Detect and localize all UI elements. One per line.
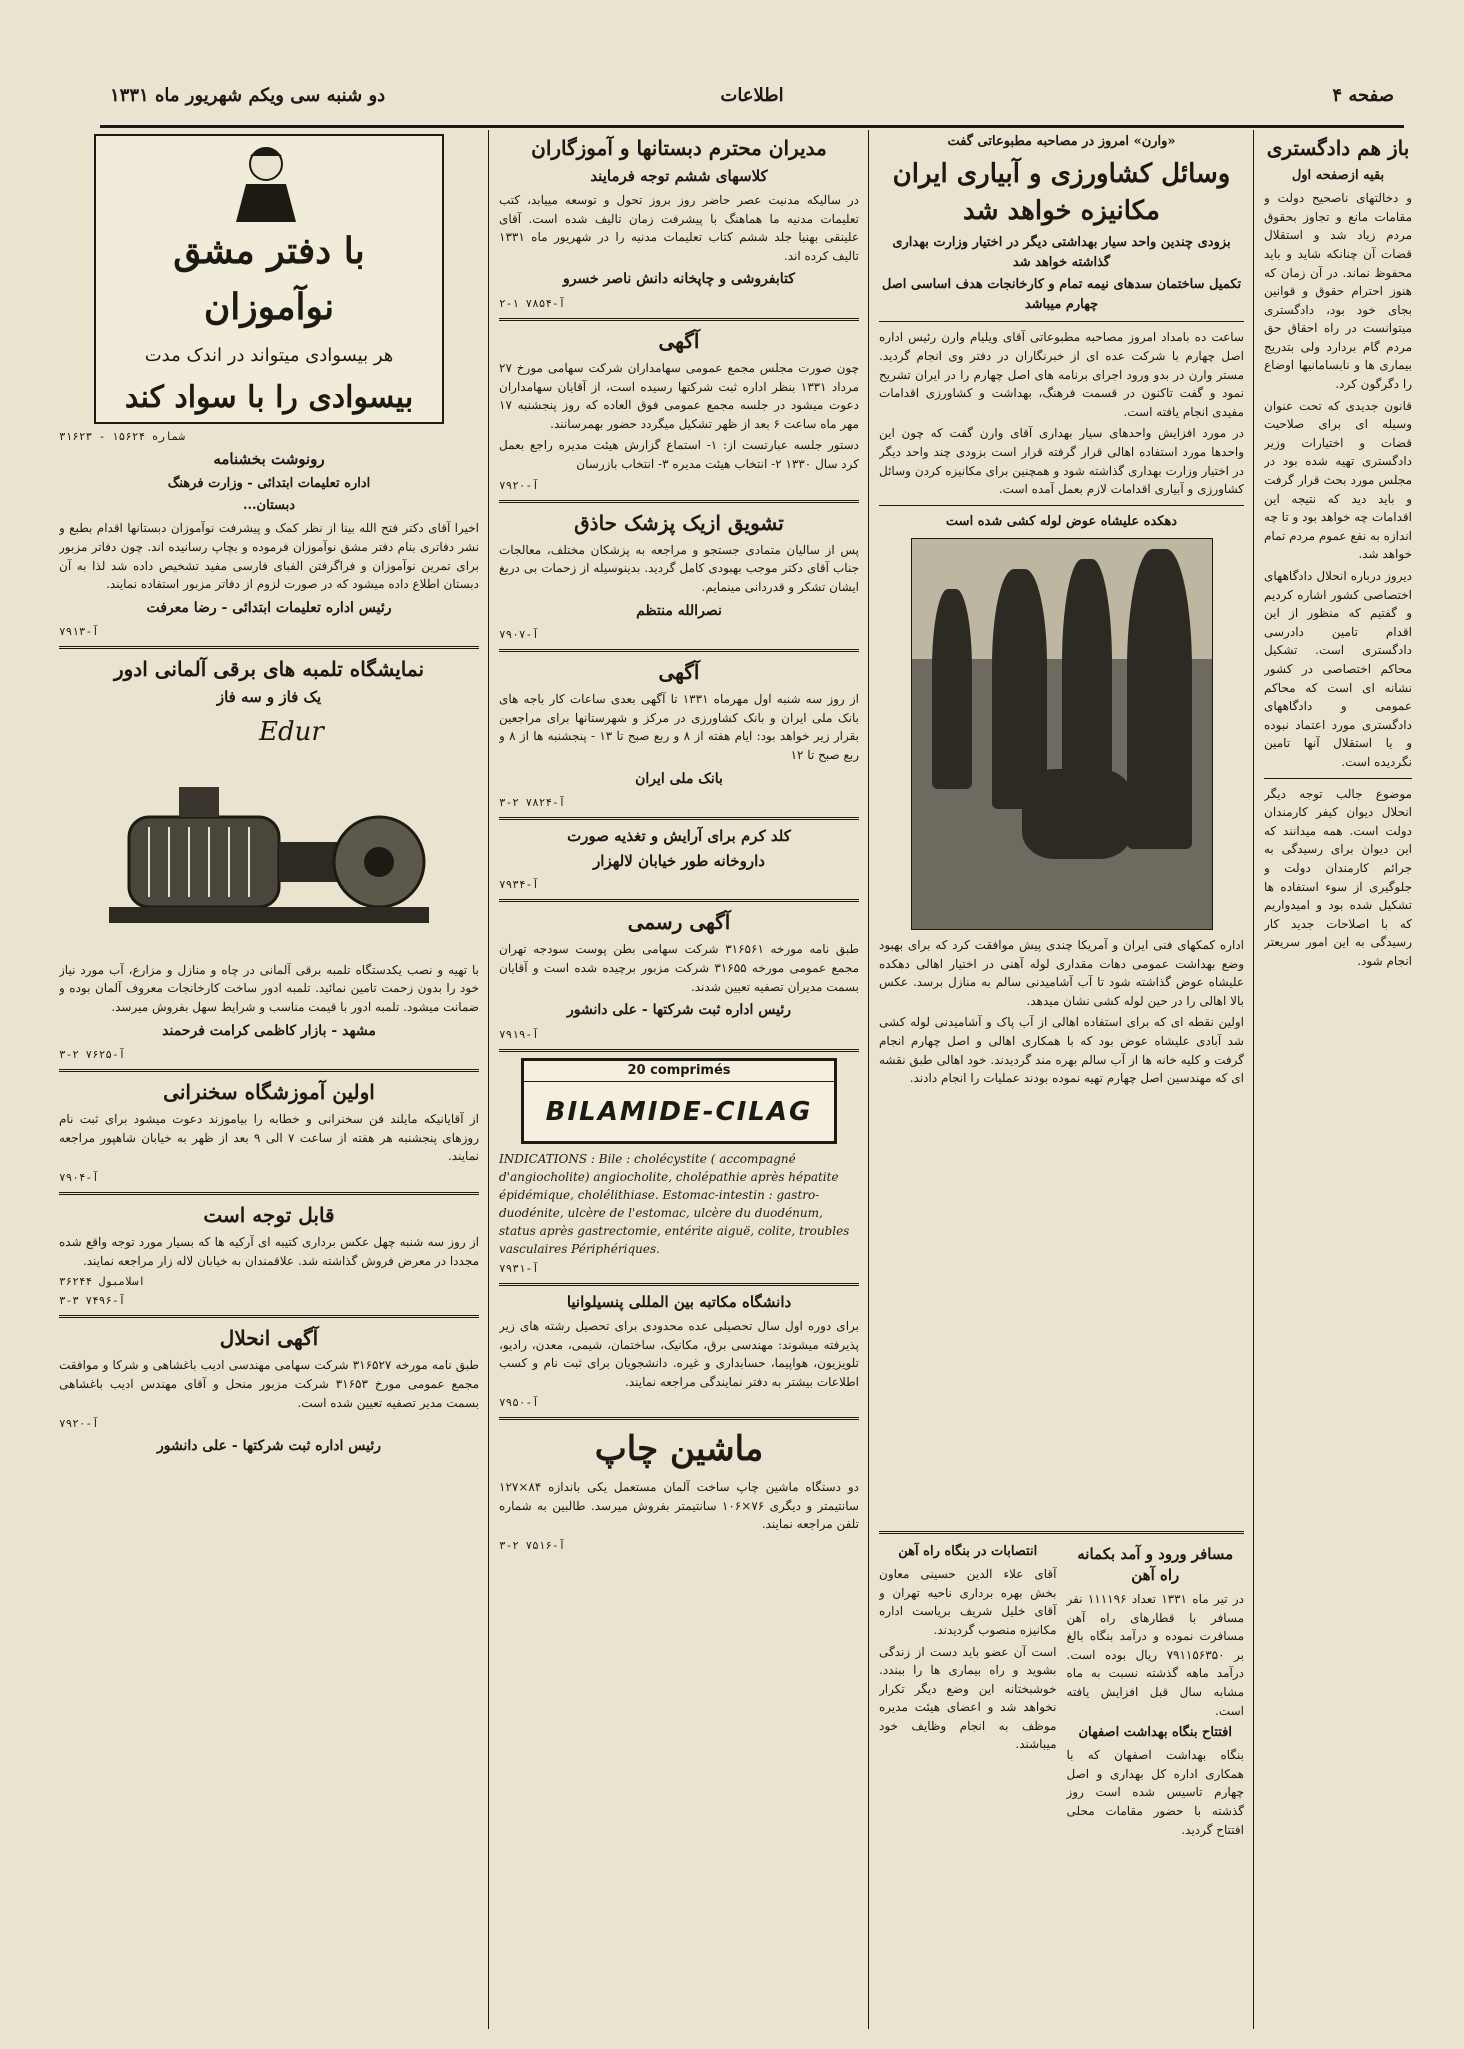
pump-ad-title: نمایشگاه تلمبه های برقی آلمانی ادور xyxy=(113,657,425,682)
girl-illustration xyxy=(206,142,326,222)
cream-ad-title: کلد کرم برای آرایش و تغذیه صورت xyxy=(567,827,791,846)
official-ad-title: آگهی رسمی xyxy=(627,910,731,935)
short-news-left xyxy=(879,1540,1057,1842)
ad-code: آ-۷۸۲۴ ۲-۳ xyxy=(499,796,566,810)
doctor-thanks-body: پس از سالیان متمادی جستجو و مراجعه به پزشکان مختلف، معالجات جناب آقای دکتر موجب بهبودی کامل گردید. بدینوسیله از زحمات بی دریغ ایشان تشکر و قدردانی مینمایم. xyxy=(499,542,859,594)
teachers-ad-sig: کتابفروشی و چاپخانه دانش ناصر خسرو xyxy=(563,271,795,288)
news-para-2: در مورد افزایش واحدهای سیار بهداری آقای وارن گفت که چون این واحدها مورد استفاده اهالی قرار گرفته قرار است بزودی چند واحد دیگر در اختیار وزارت بهداری گذاشته شود و همچنین برای مکانیزه کردن وسائل کشاورزی و آبیاری اقدامات لازم بعمل آمده است. xyxy=(879,426,1244,497)
ad-code: آ-۷۹۰۴ xyxy=(59,1171,99,1185)
court-article-para-4: موضوع جالب توجه دیگر انحلال دیوان کیفر کارمندان دولت است. همه میدانند که این دیوان برای رسیدگی به جرائم کارمندان دولت و جلوگیری از سوء استفاده ها تشکیل شده بود و امیدواریم که با اصلاحات جدید کار رسیدگی به این امور سریعتر انجام شود. xyxy=(1264,786,1412,968)
electric-pump-icon xyxy=(89,757,449,937)
short-news-right xyxy=(1067,1540,1245,1842)
circular-number: شماره ۱۵۶۲۴ - ۳۱۶۲۳ xyxy=(59,430,185,443)
news-para-3: اداره کمکهای فنی ایران و آمریکا چندی پیش موافقت کرد که برای بهبود وضع بهداشت عمومی دهات مقداری لوله آهنی در اختیار اهالی دهکده علیشاه عوض گذاشته شود تا آب آشامیدنی سالم به منازل برسد. عکس بالا اهالی را در حین لوله کشی نشان میدهد. xyxy=(879,937,1244,1008)
newspaper-name: اطلاعات xyxy=(720,85,784,106)
court-article-para-3: دیروز درباره انحلال دادگاههای اختصاصی کشور اشاره کردیم و گفتیم که منظور از این اقدام تامین دادرسی دادگستری است. تشکیل محاکم اختصاصی در کشور نشانه ای است که محاکم عمومی و دادگاههای دادگستری مورد اعتماد نبوده و یا استقلال آنها تامین نگردیده است. xyxy=(1264,569,1412,769)
ad-code: آ-۷۹۰۷ xyxy=(499,628,539,642)
photo-caption: دهکده علیشاه عوض لوله کشی شده است xyxy=(945,513,1178,529)
medicine-brand: BILAMIDE-CILAG xyxy=(545,1097,813,1128)
circular-recipient: دبستان... xyxy=(242,498,295,514)
pump-ad-sig: مشهد - بازار کاظمی کرامت فرحمند xyxy=(162,1022,376,1039)
news-subheadline-1: بزودی چندین واحد سیار بهداشتی دیگر در اختیار وزارت بهداری گذاشته خواهد شد xyxy=(892,234,1231,271)
court-article-title: باز هم دادگستری xyxy=(1266,136,1410,160)
appointments-title: انتصابات در بنگاه راه آهن xyxy=(898,1544,1038,1559)
news-para-4: اولین نقطه ای که برای استفاده اهالی از آب پاک و آشامیدنی لوله کشی شد آبادی علیشاه عوض بود که با همکاری اهالی و اصل چهارم انجام گرفت و کلیه خانه ها از آب سالم بهره مند گردیدند. خود اهالی طبق نقشه ای که مهندسین اصل چهارم تهیه نموده بودند عملیات را انجام دادند. xyxy=(879,1015,1244,1086)
circular-title: رونوشت بخشنامه xyxy=(213,450,325,469)
medicine-box-ad xyxy=(521,1058,837,1144)
circular-body: اخیرا آقای دکتر فتح الله بینا از نظر کمک و پیشرفت نوآموزان دبستانها اقدام بطبع و نشر دفاتری بنام دفتر مشق نوآموزان فرموده و بچاپ رسانیده اند. چون دفاتر مزبور برای تمرین نوآموزان و فراگرفتن الفبای فارسی مفید تشخیص داده شد لذا به آن دبستان اطلاع داده میشود که در صورت لزوم از دفاتر مزبور استفاده نمایند. xyxy=(59,521,479,592)
appointments-body: آقای علاء الدین حسینی معاون بخش بهره برداری ناحیه تهران و آقای خلیل شریف بریاست اداره مکانیزه منصوب گردیدند. xyxy=(879,1567,1057,1637)
official-ad-body: طبق نامه مورخه ۳۱۶۵۶۱ شرکت سهامی بطن پوست سودجه تهران مجمع عمومی مورخه ۳۱۶۵۵ شرکت مزبور برچیده شده است و آقایان بسمت مدیران تصفیه تعیین شدند. xyxy=(499,942,859,994)
pump-illustration xyxy=(89,757,449,957)
ad-code: آ-۷۹۱۹ xyxy=(499,1027,539,1041)
column-short-news xyxy=(879,1525,1244,2029)
ad-code: آ-۷۹۳۴ xyxy=(499,878,539,892)
railway-news-title: مسافر ورود و آمد بکمانه راه آهن xyxy=(1077,1545,1234,1584)
circular-sig: رئیس اداره تعلیمات ابتدائی - رضا معرفت xyxy=(146,599,392,616)
ad-code: آ-۷۹۲۰ xyxy=(59,1417,99,1431)
ad-code: آ-۷۵۱۶ ۲-۳ xyxy=(499,1538,566,1552)
doctor-thanks-sig: نصرالله منتظم xyxy=(636,602,722,619)
dissolution-sig: رئیس اداره ثبت شرکتها - علی دانشور xyxy=(157,1438,381,1455)
teachers-ad-body: در سالیکه مدنیت عصر حاضر روز بروز تحول و توسعه مییابد، کتب تعلیمات مدنیه ما هماهنگ با پیشرفت زمان تالیف شده است. آقای علینقی بهنیا جلد ششم کتاب تعلیمات مدنیه را در شهریور ماه ۱۳۳۱ تالیف کرده اند. xyxy=(499,193,859,263)
pump-ad-body: با تهیه و نصب یکدستگاه تلمبه برقی آلمانی در چاه و منازل و مزارع، آب مورد نیاز خود را بدون زحمت تامین نمائید. تلمبه ادور ساخت کارخانجات معروف آلمان بوده و ضمانت میشود. تلمبه ادور با قیمت مناسب و شرایط سهل بفروش میرسد. xyxy=(59,962,479,1014)
village-pipe-photo xyxy=(911,538,1213,930)
printing-press-body: دو دستگاه ماشین چاپ ساخت آلمان مستعمل یکی باندازه ۸۴×۱۲۷ سانتیمتر و دیگری ۷۶×۱۰۶ سانتیمتر بفروش میرسد. طالبین به شماره تلفن مراجعه نمایند. xyxy=(499,1479,859,1532)
misc-news-body: است آن عضو باید دست از زندگی بشوید و راه بیماری ها را ببندد. خوشبختانه این وضع دیگر تکرار نخواهد شد و اعضای هیئت مدیره موظف به انجام وظایف خود میباشند. xyxy=(879,1644,1057,1752)
speech-school-body: از آقایانیکه مایلند فن سخنرانی و خطابه را بیاموزند دعوت میشود برای ثبت نام روزهای پنجشنبه هر هفته از ساعت ۷ الی ۹ بعد از ظهر به خیابان شاهپور مراجعه نمایند. xyxy=(59,1112,479,1164)
news-headline: وسائل کشاورزی و آبیاری ایران مکانیزه خواهد شد xyxy=(892,159,1231,226)
circular-sub: اداره تعلیمات ابتدائی - وزارت فرهنگ xyxy=(167,476,371,492)
news-subheadline-2: تکمیل ساختمان سدهای نیمه تمام و کارخانجات هدف اساسی اصل چهارم میباشد xyxy=(881,277,1242,313)
column-mid-ads-content xyxy=(499,130,859,2029)
column-rule xyxy=(868,130,869,2029)
isfahan-news-title: افتتاح بنگاه بهداشت اصفهان xyxy=(1078,1725,1233,1741)
railway-news-body: در تیر ماه ۱۳۳۱ تعداد ۱۱۱۱۹۶ نفر مسافر با قطارهای راه آهن مسافرت نموده و درآمد بنگاه بالغ بر ۷۹۱۱۵۶۳۵۰ ریال بوده است. درآمد ماهه گذشته نسبت به ماه مشابه سال قبل افزایش یافته است. xyxy=(1066,1592,1244,1718)
news-para-1: ساعت ده بامداد امروز مصاحبه مطبوعاتی آقای ویلیام وارن رئیس اداره اصل چهارم با شرکت عده ای از خبرنگاران در دفتر وی انجام گردید. مستر وارن در بدو ورود اجرای برنامه های اصل چهارم را در ایران تشریح نمود و گفت تاکنون در قسمت فرهنگ، بهداشت و کشاورزی اقدامات مفیدی انجام یافته است. xyxy=(879,330,1244,419)
ad-code: آ-۷۶۲۵ ۲-۳ xyxy=(59,1048,126,1062)
news-kicker: «وارن» امروز در مصاحبه مطبوعاتی گفت xyxy=(947,134,1176,149)
medicine-box-header: 20 comprimés xyxy=(524,1061,834,1082)
official-ad-sig: رئیس اداره ثبت شرکتها - علی دانشور xyxy=(567,1002,791,1019)
ad-code: آ-۷۹۳۱ xyxy=(499,1261,539,1275)
meeting-ad-title: آگهی xyxy=(658,329,700,354)
bank-ad-sig: بانک ملی ایران xyxy=(635,770,723,787)
court-article-para-2: قانون جدیدی که تحت عنوان وسیله ای برای صلاحیت قضات و اختیارات وزیر دادگستری تهیه شده بود در مجلس مورد بحث قرار گرفت و باید دید که نتیجه این اقدامات چه خواهد بود و تا چه اندازه به نفع عموم مردم تمام خواهد شد. xyxy=(1264,398,1412,562)
cream-ad-sub: داروخانه طور خیابان لالهزار xyxy=(593,852,765,871)
university-ad-title: دانشگاه مکاتبه بین المللی پنسیلوانیا xyxy=(566,1292,792,1311)
bank-ad-title: آگهی xyxy=(658,660,700,685)
teachers-ad-title: مدیران محترم دبستانها و آموزگاران xyxy=(531,136,827,160)
copybook-ad xyxy=(94,134,444,424)
university-ad-body: برای دوره اول سال تحصیلی عده محدودی برای تحصیل رشته های زیر پذیرفته میشوند: مهندسی برق، مکانیک، ساختمان، شیمی، معدن، رادیو، تلویزیون، هواپیما، حسابداری و غیره. دانشجویان برای ثبت نام و کسب اطلاعات بیشتر به دفتر نمایندگی مراجعه نمایند. xyxy=(499,1318,859,1389)
meeting-ad-agenda: دستور جلسه عبارتست از: ۱- استماع گزارش هیئت مدیره راجع بعمل کرد سال ۱۳۳۰ ۲- انتخاب هیئت مدیره ۳- انتخاب بازرسان xyxy=(499,438,859,472)
ad-code: آ-۷۹۱۳ xyxy=(59,625,99,639)
column-court-article xyxy=(1264,130,1412,2029)
column-rule xyxy=(1253,130,1254,2029)
speech-school-title: اولین آموزشگاه سخنرانی xyxy=(163,1080,375,1105)
masthead xyxy=(100,75,1404,128)
ad-code: آ-۷۸۵۴ ۱-۲ xyxy=(499,297,566,311)
issue-date: دو شنبه سی ویکم شهریور ماه ۱۳۳۱ xyxy=(110,85,386,106)
ad-code: آ-۷۹۵۰ xyxy=(499,1396,539,1410)
isfahan-news-body: بنگاه بهداشت اصفهان که با همکاری اداره کل بهداری و اصل چهارم تاسیس شده است روز گذشته با حضور مقامات محلی افتتاح گردید. xyxy=(1066,1748,1244,1837)
ad-code: آ-۷۹۲۰ xyxy=(499,478,539,492)
medicine-indications: INDICATIONS : Bile : cholécystite ( accompagné d'angiocholite) angiocholite, cholépathie après hépatite épidémique, cholélithiase. Estomac-intestin : gastro-duodénite, ulcère de l'estomac, ulcère du duodénum, status après gastrectomie, entérite aiguë, colite, troubles vasculaires Périphériques. xyxy=(499,1151,850,1256)
column-left-ads xyxy=(59,130,479,2029)
notice-body: از روز سه شنبه چهل عکس برداری کتیبه ای آرکیه ها که بسیار مورد توجه واقع شده مجددا در معرض فروش گذاشته شد. علاقمندان به خیابان لاله زار مراجعه نمایند. xyxy=(59,1235,479,1268)
page-number: صفحه ۴ xyxy=(1332,85,1394,106)
teachers-ad-sub: کلاسهای ششم توجه فرمایند xyxy=(590,167,768,185)
doctor-thanks-title: تشویق ازیک پزشک حاذق xyxy=(574,510,784,535)
notice-title: قابل توجه است xyxy=(203,1203,335,1228)
divider xyxy=(879,321,1244,322)
bank-ad-body: از روز سه شنبه اول مهرماه ۱۳۳۱ تا آگهی بعدی ساعات کار باجه های بانک ملی ایران و بانک کشاورزی در مرکز و شهرستانها برای مراجعین بقرار زیر خواهد بود: ایام هفته از ۸ و ربع صبح تا ۱۳ - پنجشنبه ها از ۸ و ربع صبح تا ۱۲ xyxy=(499,692,859,763)
copybook-ad-line2: هر بیسوادی میتواند در اندک مدت xyxy=(144,344,394,366)
copybook-ad-headline: با دفتر مشق نوآموزان xyxy=(173,230,365,328)
column-rule xyxy=(488,130,489,2029)
notice-phone: اسلامبول ۳۶۲۴۴ xyxy=(59,1275,146,1289)
divider xyxy=(879,505,1244,506)
printing-press-title: ماشین چاپ xyxy=(594,1429,764,1470)
copybook-ad-line3: بیسوادی را با سواد کند xyxy=(124,380,414,416)
divider xyxy=(1264,778,1412,779)
pump-ad-sub: یک فاز و سه فاز xyxy=(216,688,322,707)
court-article-para-1: و دخالتهای ناصحیح دولت و مقامات مانع و تجاوز بحقوق مردم زیاد شد و استقلال قضات آن چنانکه شاید و باید محفوظ نماند. در آن زمان که هنوز احترام حقوق و قوانین بجای خود بود، دادگستری میتوانست در راه احقاق حق مردم گام بردارد ولی بتدریج بیماری ها و نابسامانیها اوضاع را دگرگون کرد. xyxy=(1264,191,1412,392)
ad-code: آ-۷۴۹۶ ۳-۳ xyxy=(59,1294,126,1308)
court-article-continued: بقیه ازصفحه اول xyxy=(1291,168,1385,183)
dissolution-title: آگهی انحلال xyxy=(219,1326,319,1351)
meeting-ad-body: چون صورت مجلس مجمع عمومی سهامداران شرکت سهامی مورخ ۲۷ مرداد ۱۳۳۱ بنظر اداره ثبت شرکتها رسیده است، از آقایان سهامداران دعوت میشود در جلسه مجمع عمومی فوق العاده که روز پنجشنبه ۱۷ مهر ماه ساعت ۶ بعد از ظهر تشکیل میگردد حضور بهمرسانند. xyxy=(499,361,859,431)
pump-brand: Edur xyxy=(259,717,324,748)
dissolution-body: طبق نامه مورخه ۳۱۶۵۲۷ شرکت سهامی مهندسی ادیب باغشاهی و شرکا و موافقت مجمع عمومی مورخ ۳۱۶۵۳ شرکت مزبور منحل و آقای مهندس ادیب باغشاهی بسمت مدیر تصفیه تعیین شده است. xyxy=(59,1358,479,1410)
